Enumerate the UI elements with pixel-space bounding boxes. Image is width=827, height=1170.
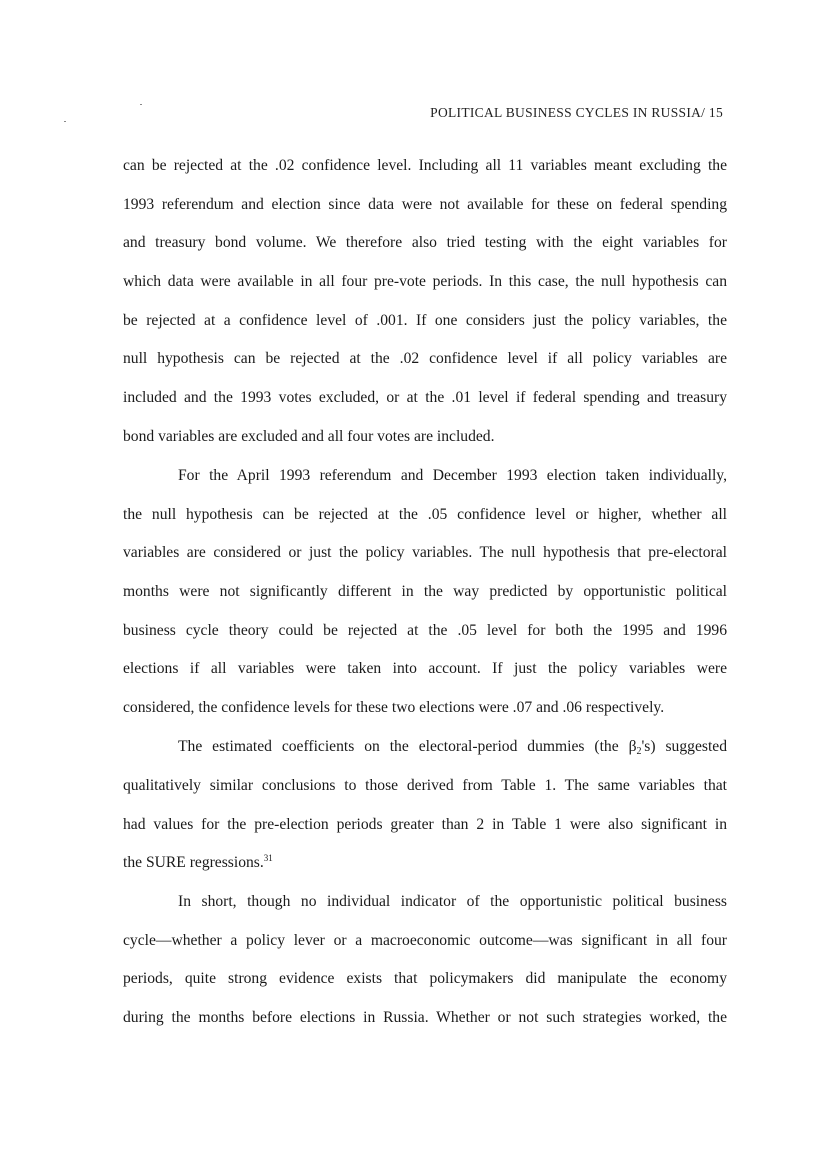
text-line: business cycle theory could be rejected at the .05 level for both the 1995 and 1996: [123, 622, 727, 639]
text-line: can be rejected at the .02 confidence level. Including all 11 variables meant excluding the: [123, 157, 727, 174]
text-line: [178, 737, 727, 757]
footnote-ref: 31: [263, 853, 273, 863]
text-line: during the months before elections in Russia. Whether or not such strategies worked, the: [123, 1009, 727, 1026]
text-line: periods, quite strong evidence exists that policymakers did manipulate the economy: [123, 970, 727, 987]
text-line: elections if all variables were taken into account. If just the policy variables were: [123, 660, 727, 677]
text-line: and treasury bond volume. We therefore also tried testing with the eight variables for: [123, 234, 727, 251]
text-segment: 's) suggested: [641, 738, 727, 755]
text-segment: the SURE regressions.: [123, 854, 264, 871]
text-line: considered, the confidence levels for these two elections were .07 and .06 respectively.: [123, 699, 665, 716]
text-line: months were not significantly different in the way predicted by opportunistic political: [123, 583, 727, 600]
text-line: In short, though no individual indicator of the opportunistic political business: [178, 893, 727, 910]
text-line: had values for the pre-election periods greater than 2 in Table 1 were also significant in: [123, 816, 727, 833]
text-line: be rejected at a confidence level of .001. If one considers just the policy variables, the: [123, 312, 727, 329]
text-line: For the April 1993 referendum and December 1993 election taken individually,: [178, 467, 727, 484]
scan-speck: [64, 121, 66, 122]
beta-subscript: 2: [636, 746, 642, 757]
text-line: 1993 referendum and election since data were not available for these on federal spending: [123, 196, 727, 213]
text-line: qualitatively similar conclusions to those derived from Table 1. The same variables that: [123, 777, 727, 794]
scan-speck: [140, 104, 142, 105]
text-line: the null hypothesis can be rejected at the .05 confidence level or higher, whether all: [123, 506, 727, 523]
running-header: POLITICAL BUSINESS CYCLES IN RUSSIA/ 15: [430, 105, 723, 120]
text-line: which data were available in all four pre-vote periods. In this case, the null hypothesis can: [123, 273, 727, 290]
text-line: included and the 1993 votes excluded, or at the .01 level if federal spending and treasury: [123, 389, 727, 406]
text-line: cycle—whether a policy lever or a macroeconomic outcome—was significant in all four: [123, 932, 727, 949]
text-line: bond variables are excluded and all four votes are included.: [123, 428, 495, 445]
text-line: null hypothesis can be rejected at the .02 confidence level if all policy variables are: [123, 350, 727, 367]
text-segment: The estimated coefficients on the electoral-period dummies (the β: [178, 738, 637, 755]
text-line: variables are considered or just the policy variables. The null hypothesis that pre-electoral: [123, 544, 727, 561]
text-line: [123, 853, 727, 873]
